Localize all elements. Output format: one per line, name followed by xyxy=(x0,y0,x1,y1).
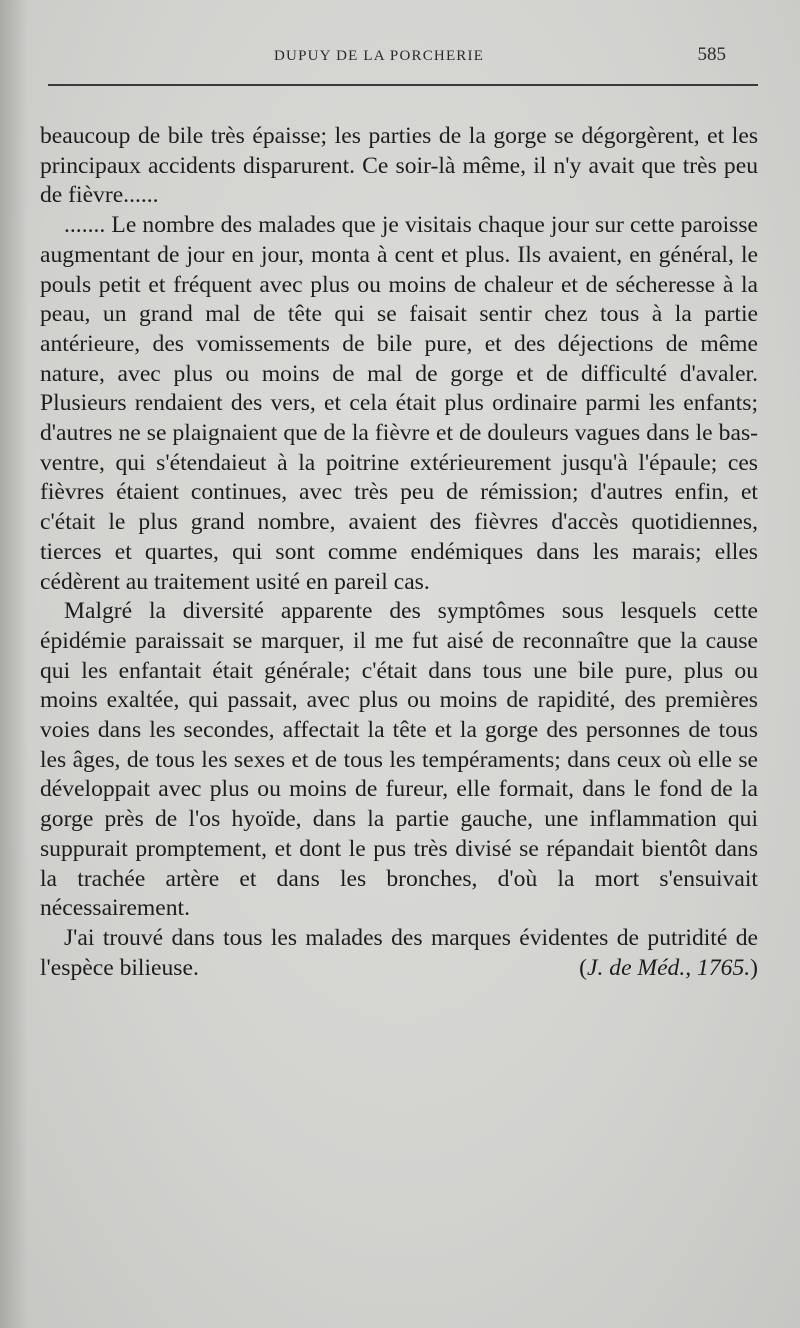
citation xyxy=(555,954,758,984)
paragraph: ....... Le nombre des malades que je visitais chaque jour sur cette paroisse augmentant de jour en jour, monta à cent et plus. Ils avaient, en général, le pouls petit et fréquent avec plus ou moins de chaleur et de sécheresse à la peau, un grand mal de tête qui se faisait sentir chez tous à la partie antérieure, des vomissements de bile pure, et des déjections de même nature, avec plus ou moins de mal de gorge et de difficulté d'avaler. Plusieurs rendaient des vers, et cela était plus ordinaire parmi les enfants; d'autres ne se plaignaient que de la fièvre et de douleurs vagues dans le bas-ventre, qui s'étendaieut à la poitrine extérieurement jusqu'à l'épaule; ces fièvres étaient continues, avec très peu de rémission; d'autres enfin, et c'était le plus grand nombre, avaient des fièvres d'accès quotidiennes, tierces et quartes, qui sont comme endémiques dans les marais; elles cédèrent au traitement usité en pareil cas. xyxy=(40,212,758,595)
body-text xyxy=(40,122,758,983)
page-header xyxy=(48,44,758,72)
paragraph-continuation: beaucoup de bile très épaisse; les parties de la gorge se dégorgèrent, et les principaux accidents disparurent. Ce soir-là même, il n'y avait que très peu de fièvre...... xyxy=(40,123,758,209)
running-head: DUPUY DE LA PORCHERIE xyxy=(274,48,485,64)
header-rule xyxy=(48,84,758,86)
paragraph-text: J'ai trouvé dans tous les malades des marques évidentes de putridité de l'espèce bilieuse. xyxy=(40,924,758,981)
citation-open: ( xyxy=(579,954,587,981)
page-number: 585 xyxy=(697,44,726,65)
citation-close: ) xyxy=(750,954,758,981)
citation-source: J. de Méd., 1765. xyxy=(587,954,751,981)
paragraph: Malgré la diversité apparente des symptômes sous lesquels cette épidémie paraissait se marquer, il me fut aisé de reconnaître que la cause qui les enfantait était générale; c'était dans tous une bile pure, plus ou moins exaltée, qui passait, avec plus ou moins de rapidité, des premières voies dans les secondes, affectait la tête et la gorge des personnes de tous les âges, de tous les sexes et de tous les tempéraments; dans ceux où elle se développait avec plus ou moins de fureur, elle formait, dans le fond de la gorge près de l'os hyoïde, dans la partie gauche, une inflammation qui suppurait promptement, et dont le pus très divisé se répandait bientôt dans la trachée artère et dans les bronches, d'où la mort s'ensuivait nécessairement. xyxy=(40,598,758,922)
page-edge-shadow xyxy=(0,0,28,1328)
paragraph-final xyxy=(40,924,758,983)
